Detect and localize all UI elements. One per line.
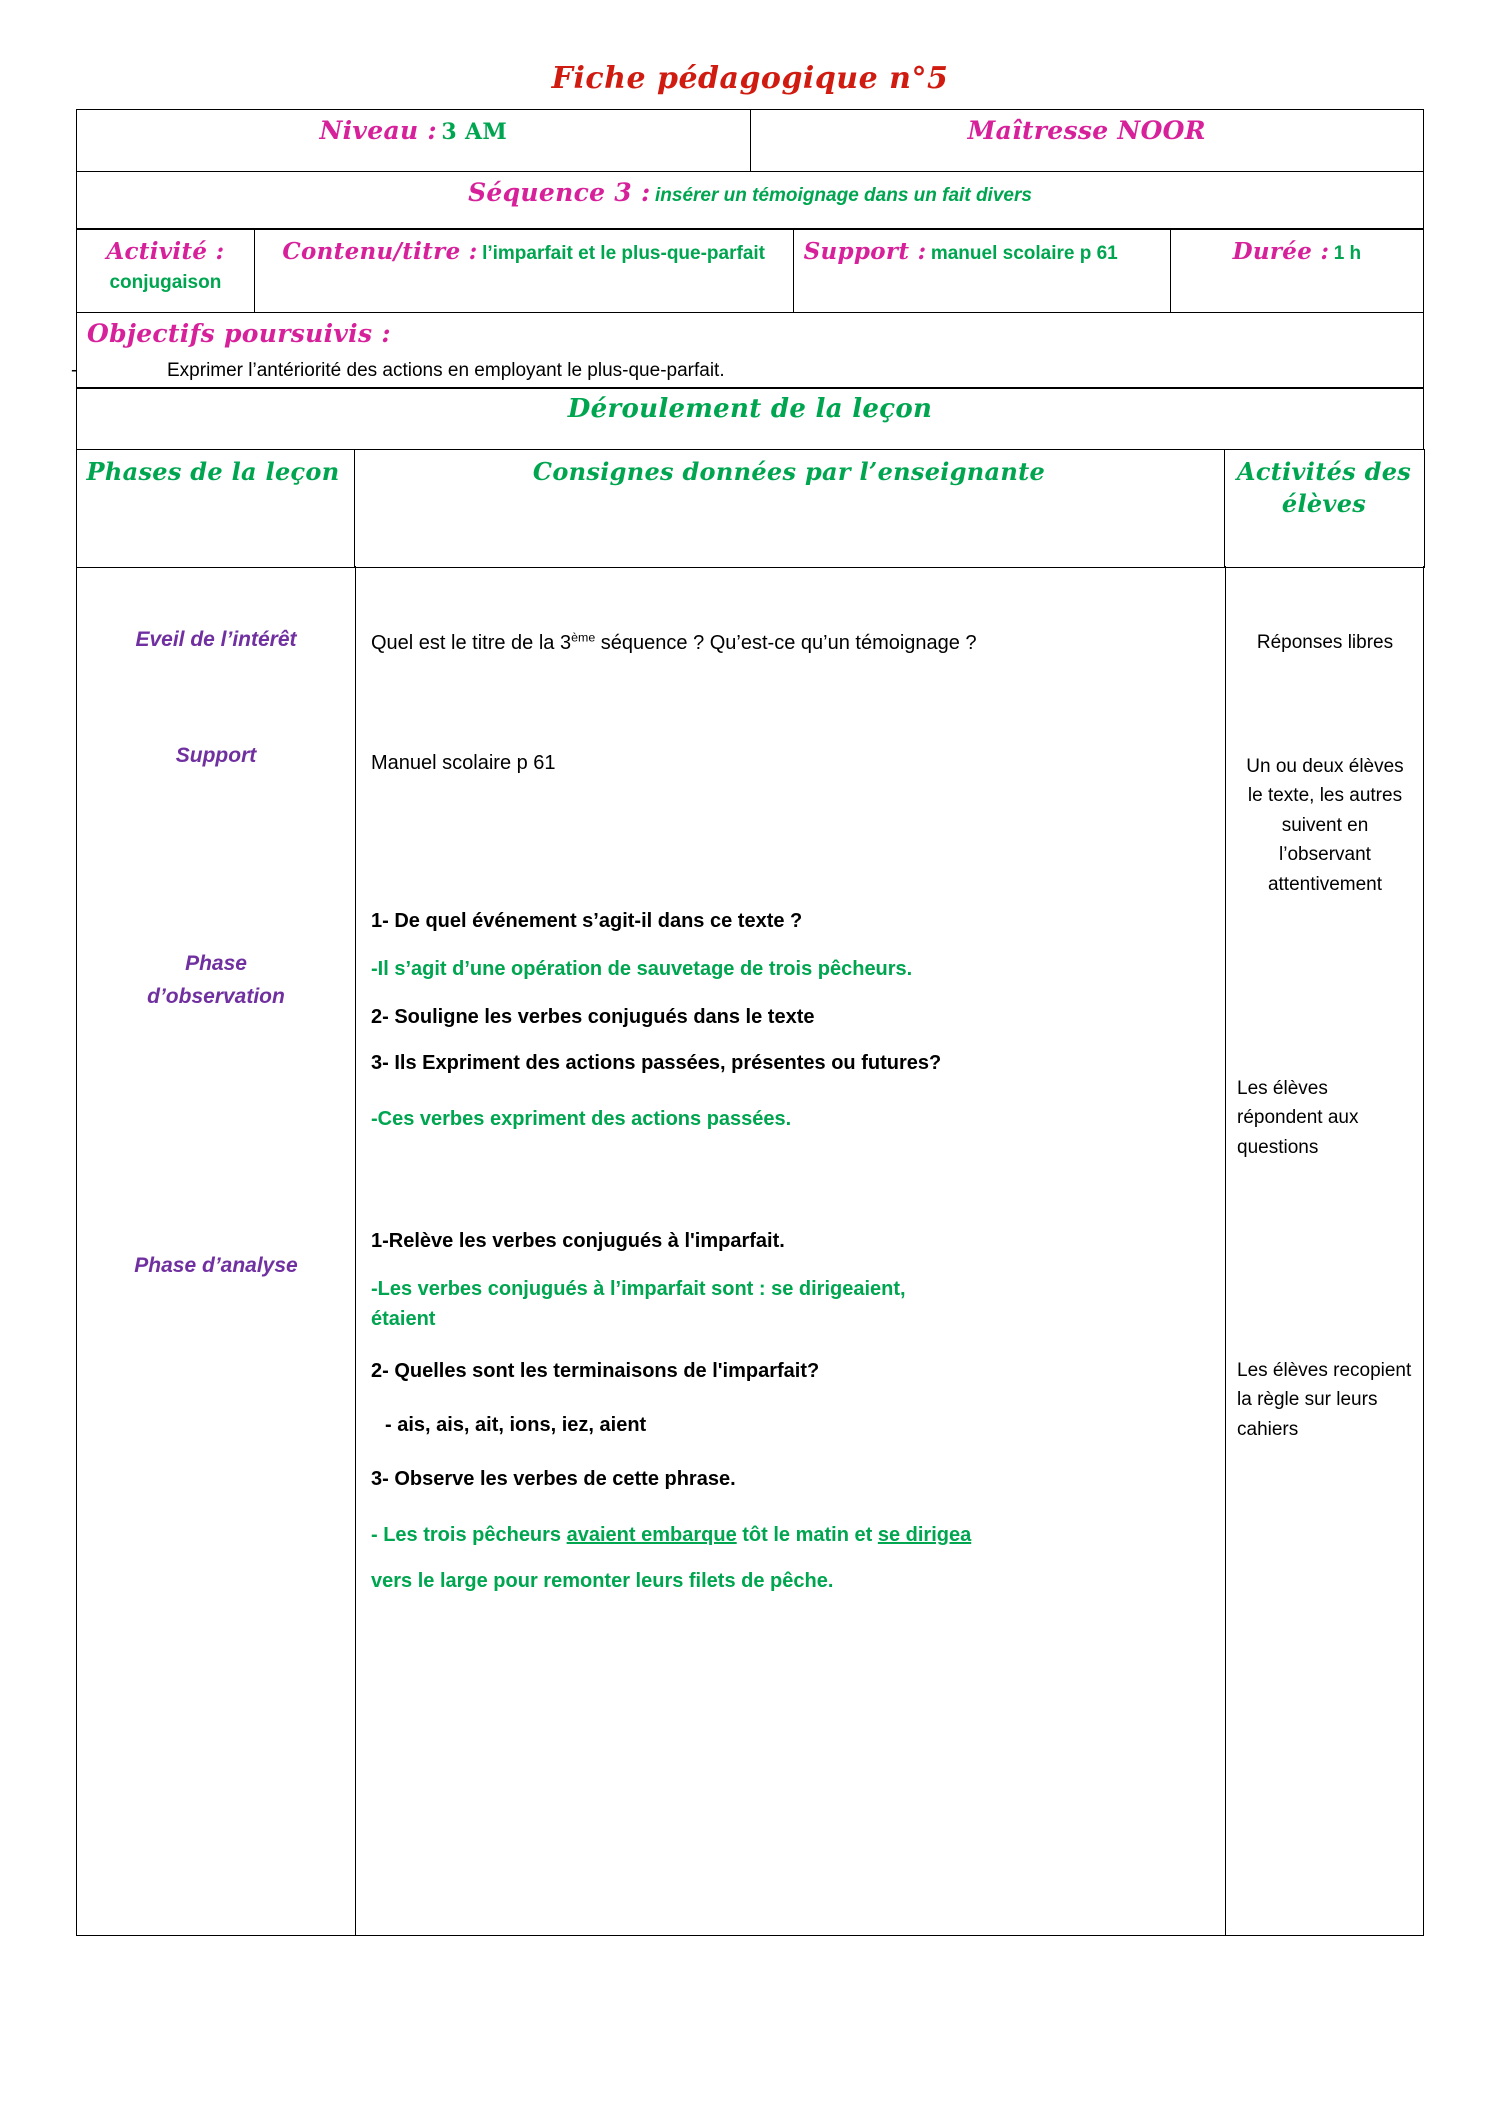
activite-support: Un ou deux élèves le texte, les autres suivent en l’observant attentivement	[1246, 756, 1404, 895]
consigne-eveil-question-b: séquence ? Qu’est-ce qu’un témoignage ?	[595, 632, 977, 655]
table-row-deroulement	[77, 388, 1424, 450]
table-row-activity	[77, 229, 1424, 313]
consigne-analyse-a3-line2: vers le large pour remonter leurs filets de pêche.	[371, 1570, 834, 1593]
cell-teacher	[750, 110, 1424, 172]
page-title	[0, 0, 1500, 109]
activity-table	[76, 228, 1424, 313]
header-table	[76, 109, 1424, 230]
activite-analyse: Les élèves recopient la règle sur leurs cahiers	[1237, 1360, 1412, 1440]
consigne-observation-a1: -Il s’agit d’une opération de sauvetage de trois pêcheurs.	[371, 958, 913, 981]
column-header-activites-label: Activités des élèves	[1236, 456, 1412, 519]
consigne-analyse-a1-line1: -Les verbes conjugués à l’imparfait sont : se dirigeaient,	[371, 1278, 906, 1301]
cell-objectives-body	[71, 354, 1424, 389]
deroulement-banner: Déroulement de la leçon	[567, 394, 933, 425]
objectives-table	[71, 312, 1424, 389]
cell-support	[793, 229, 1170, 313]
consigne-analyse-q2: 2- Quelles sont les terminaisons de l'imparfait?	[371, 1360, 820, 1383]
column-header-phases-label: Phases de la leçon	[86, 456, 340, 486]
consigne-observation-q2: 2- Souligne les verbes conjugués dans le texte	[371, 1006, 815, 1029]
consigne-analyse-a3-line1	[355, 1520, 1225, 1550]
objective-text: Exprimer l’antériorité des actions en employant le plus-que-parfait.	[167, 359, 725, 381]
sequence-value: insérer un témoignage dans un fait divers	[655, 185, 1032, 206]
activite-eveil: Réponses libres	[1256, 632, 1394, 654]
teacher-name: Maîtresse NOOR	[967, 116, 1206, 145]
objective-dash: -	[71, 359, 78, 381]
consigne-support-text: Manuel scolaire p 61	[371, 752, 556, 775]
consigne-analyse-a3-underline2: se dirigea	[877, 1524, 972, 1547]
consigne-analyse-a3-pre: - Les trois pêcheurs	[371, 1524, 567, 1547]
table-row-level	[77, 110, 1424, 172]
support-label: Support :	[803, 238, 927, 266]
phase-label-eveil: Eveil de l’intérêt	[135, 628, 297, 652]
consigne-observation-q1: 1- De quel événement s’agit-il dans ce texte ?	[371, 910, 803, 933]
cell-niveau	[77, 110, 751, 172]
phase-label-observation	[77, 948, 355, 1013]
contenu-label: Contenu/titre :	[282, 238, 478, 266]
table-row-column-headers	[76, 449, 1424, 567]
consigne-analyse-a3-underline1: avaient embarque	[566, 1524, 737, 1547]
table-row-sequence	[77, 172, 1424, 230]
table-row-objectives-heading	[77, 312, 1424, 354]
table-row-objectives-body	[77, 354, 1424, 389]
consigne-analyse-a1	[355, 1274, 1225, 1334]
consigne-analyse-a3-mid: tôt le matin et	[736, 1524, 878, 1547]
niveau-value: 3 AM	[441, 119, 508, 145]
consigne-analyse-q3: 3- Observe les verbes de cette phrase.	[371, 1468, 736, 1491]
deroulement-banner-table	[76, 387, 1424, 450]
contenu-value: l’imparfait et le plus-que-parfait	[482, 243, 765, 265]
column-header-phases	[76, 449, 354, 567]
activite-value: conjugaison	[109, 271, 222, 293]
cell-activite	[77, 229, 255, 313]
consigne-analyse-a1-line2: étaient	[371, 1308, 436, 1331]
consigne-eveil-question	[355, 628, 1225, 658]
consigne-eveil-question-a: Quel est le titre de la 3	[371, 632, 572, 655]
column-header-consignes-label: Consignes données par l’enseignante	[532, 456, 1046, 486]
cell-sequence	[77, 172, 1424, 230]
column-header-consignes	[354, 449, 1224, 567]
cell-objectives-heading	[77, 312, 1424, 354]
consigne-observation-a3: -Ces verbes expriment des actions passées.	[371, 1108, 792, 1131]
consigne-analyse-q1: 1-Relève les verbes conjugués à l'imparfait.	[371, 1230, 785, 1253]
consigne-analyse-a2: - ais, ais, ait, ions, iez, aient	[385, 1414, 647, 1437]
phase-label-support: Support	[175, 744, 257, 768]
phase-label-observation-line2: d’observation	[147, 984, 285, 1008]
phase-label-analyse: Phase d’analyse	[134, 1254, 298, 1278]
activite-label: Activité :	[106, 238, 225, 266]
objectives-heading: Objectifs poursuivis :	[87, 318, 391, 348]
lesson-columns-header-table	[76, 449, 1425, 568]
consigne-eveil-question-sup: ème	[571, 630, 596, 645]
cell-duree	[1170, 229, 1423, 313]
phase-label-observation-line1: Phase	[185, 952, 247, 976]
niveau-label: Niveau :	[319, 116, 437, 145]
duree-value: 1 h	[1333, 243, 1362, 265]
sequence-label: Séquence 3 :	[468, 178, 651, 207]
cell-contenu	[254, 229, 793, 313]
consigne-observation-q3: 3- Ils Expriment des actions passées, présentes ou futures?	[371, 1052, 942, 1075]
duree-label: Durée :	[1232, 238, 1330, 266]
lesson-body-grid	[76, 566, 1424, 1936]
list-item	[71, 359, 1413, 382]
column-header-activites	[1224, 449, 1424, 567]
cell-deroulement-banner	[77, 388, 1424, 450]
activite-observation: Les élèves répondent aux questions	[1237, 1078, 1359, 1158]
support-value: manuel scolaire p 61	[930, 243, 1118, 265]
page-title-text: Fiche pédagogique n°5	[551, 61, 949, 96]
